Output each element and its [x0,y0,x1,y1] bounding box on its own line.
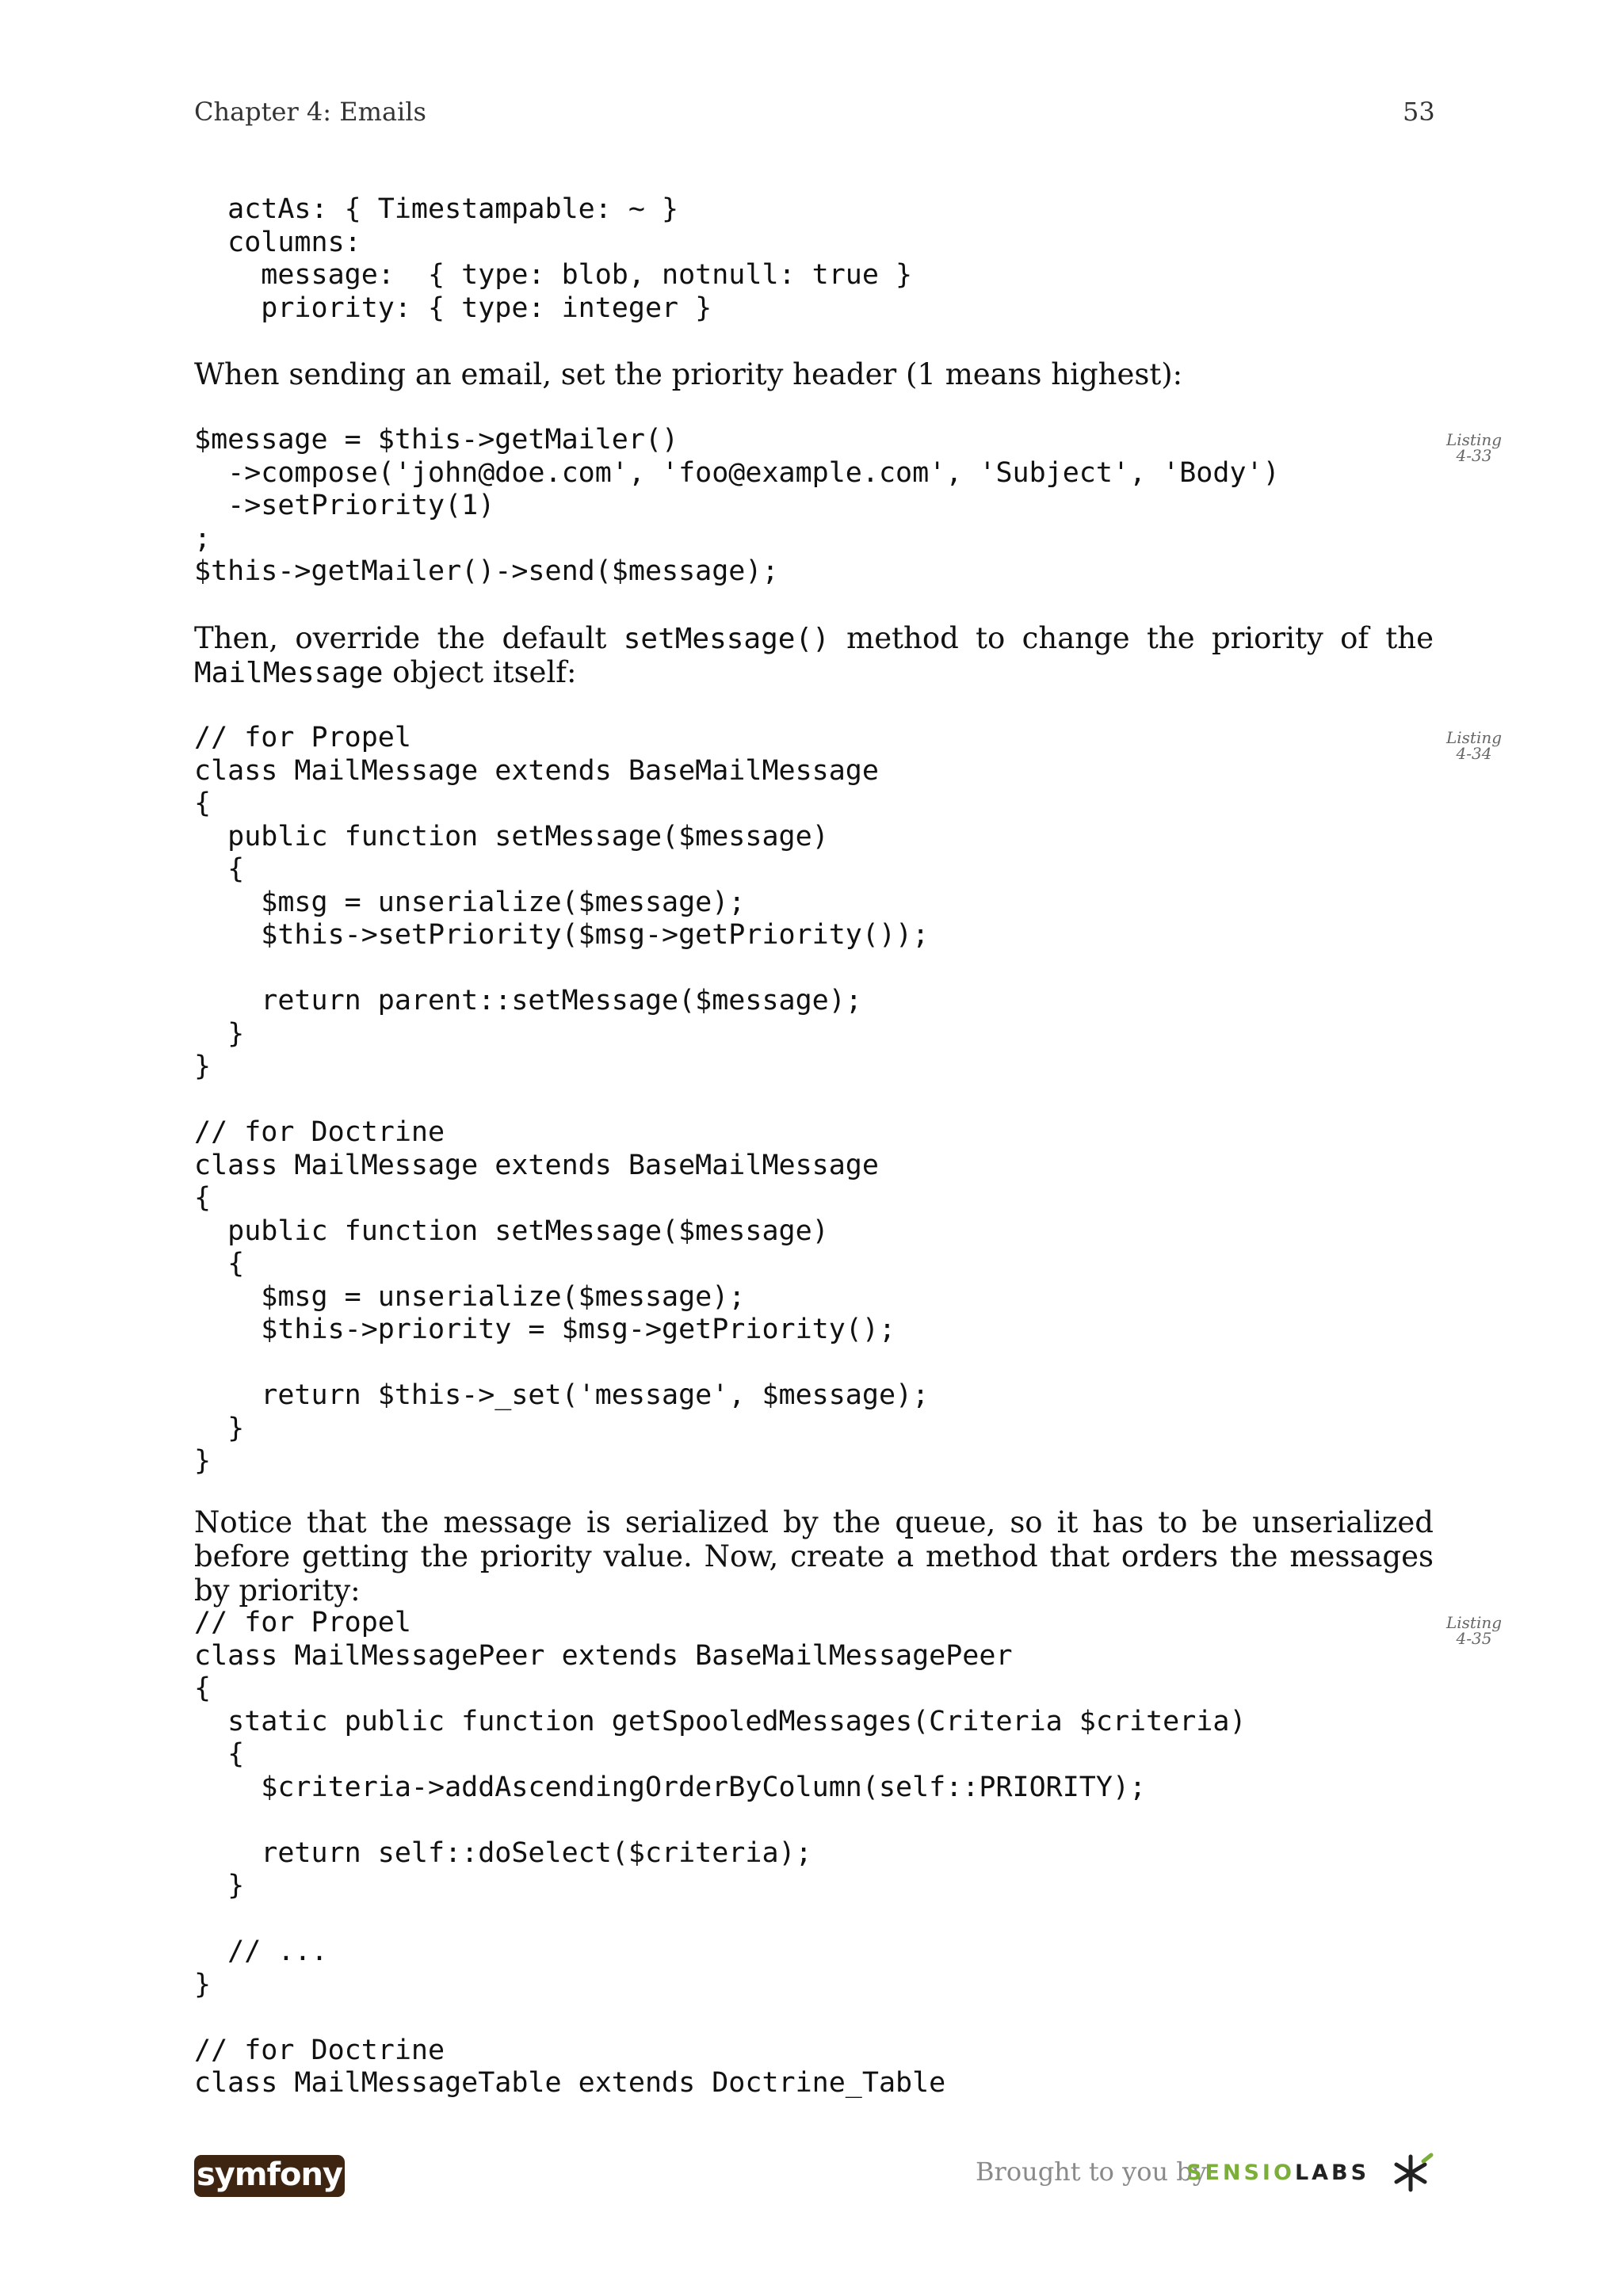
listing-number: 4-33 [1456,446,1492,465]
paragraph-override-setmessage [194,621,1434,656]
page-number: 53 [1403,97,1435,127]
paragraph-priority-header: When sending an email, set the priority header (1 means highest): [194,357,1183,391]
listing-word: Listing [1445,1613,1503,1632]
listing-number: 4-35 [1456,1629,1492,1648]
labs-wordmark: LABS [1294,2161,1370,2185]
listing-word: Listing [1445,430,1503,449]
inline-code-setmessage: setMessage() [623,623,830,655]
listing-label-4-35 [1419,1615,1529,1646]
listing-label-4-34 [1419,730,1529,761]
code-block-listing-4-33: $message = $this->getMailer() ->compose('john@doe.com', 'foo@example.com', 'Subject', 'Body') ->setPriority(1) ; $this->getMailer()->send($message); [194,424,1280,587]
paragraph-serialized-queue: Notice that the message is serialized by the queue, so it has to be unserialized before getting the priority value. Now, create a method that orders the messages by priority: [194,1505,1434,1608]
text-segment: method to change the priority of the [829,621,1434,655]
paragraph-override-setmessage-line2 [194,655,1434,690]
sensio-wordmark: SENSIO [1186,2161,1295,2185]
sensiolabs-star-icon [1392,2152,1434,2195]
chapter-title: Chapter 4: Emails [194,97,426,127]
symfony-logo: symfony [194,2155,345,2197]
listing-word: Listing [1445,728,1503,747]
code-block-listing-4-35: // for Propel class MailMessagePeer extends BaseMailMessagePeer { static public function getSpooledMessages(Criteria $criteria) { $criteria->addAscendingOrderByColumn(self::PRIORITY); return self::doSelect($criteria); } // ... } // for Doctrine class MailMessageTable extends Doctrine_Table [194,1607,1247,2099]
listing-label-4-33 [1419,432,1529,463]
inline-code-mailmessage: MailMessage [194,657,384,689]
text-segment: Then, override the default [194,621,624,655]
listing-number: 4-34 [1456,744,1492,763]
text-segment: object itself: [383,655,577,689]
brought-to-you-text: Brought to you by [976,2157,1207,2187]
sensiolabs-logo [1186,2161,1369,2185]
code-block-listing-4-34: // for Propel class MailMessage extends BaseMailMessage { public function setMessage($message) { $msg = unserialize($message); $this->setPriority($msg->getPriority()); return parent::setMessage($message); } } // for Doctrine class MailMessage extends BaseMailMessage { public function setMessage($message) { $msg = unserialize($message); $this->priority = $msg->getPriority(); return $this->_set('message', $message); } } [194,722,930,1477]
code-block-schema: actAs: { Timestampable: ~ } columns: message: { type: blob, notnull: true } priority: { type: integer } [227,193,913,324]
